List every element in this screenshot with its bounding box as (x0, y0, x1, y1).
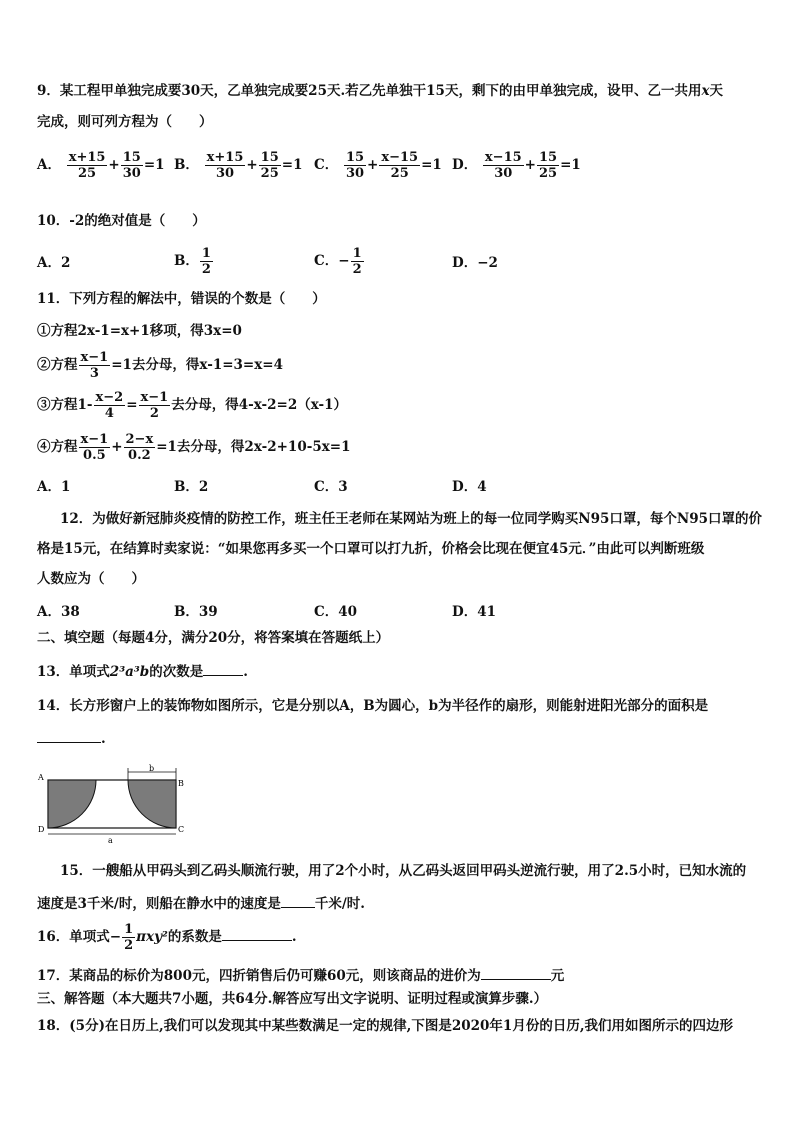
label-a-point: A (38, 773, 44, 782)
label-b-point: B (178, 779, 184, 788)
q13-expression: 2³a³b (109, 664, 150, 680)
q14-line1: 14．长方形窗户上的装饰物如图所示，它是分别以A，B为圆心，b为半径作的扇形，则能射进阳光部分的面积是 (37, 698, 709, 714)
q12-option-d[interactable]: D．41 (452, 604, 496, 620)
sector-a (48, 780, 96, 828)
q10-option-a[interactable]: A．2 (37, 255, 71, 271)
q10-option-d[interactable]: D．−2 (452, 255, 498, 271)
q17-answer-blank[interactable] (481, 965, 551, 980)
section-3-heading: 三、解答题（本大题共7小题，共64分.解答应写出文字说明、证明过程或演算步骤.） (37, 991, 548, 1007)
q9-option-d[interactable]: D． $\frac{x-15}{30}$ + $\frac{15}{25}$ =1 (452, 150, 581, 181)
label-a-length: a (108, 836, 113, 844)
label-b-length: b (149, 764, 155, 773)
q11-item-3: ③方程1- $\frac{x-2}{4}$ = $\frac{x-1}{2}$ 去分母，得4-x-2=2（x-1） (37, 390, 348, 421)
q12-option-c[interactable]: C．40 (314, 604, 358, 620)
q15-line2: 速度是3千米/时，则船在静水中的速度是 千米/时. (37, 893, 365, 913)
q13: 13．单项式2³a³b的次数是 . (37, 661, 248, 681)
q11-option-a[interactable]: A．1 (37, 479, 71, 495)
q9-var: x (701, 83, 710, 99)
q11-item-2: ②方程 $\frac{x-1}{3}$ =1去分母，得x-1=3=x=4 (37, 350, 283, 381)
q15-line1: 15．一艘船从甲码头到乙码头顺流行驶，用了2个小时，从乙码头返回甲码头逆流行驶，用了2.5小时，已知水流的 (60, 863, 747, 879)
q11-option-c[interactable]: C．3 (314, 479, 348, 495)
q18-line1: 18．(5分)在日历上,我们可以发现其中某些数满足一定的规律,下图是2020年1月份的日历,我们用如图所示的四边形 (37, 1018, 734, 1034)
q10-option-c[interactable]: C．− $\frac{1}{2}$ (314, 246, 362, 277)
q12-option-a[interactable]: A．38 (37, 604, 80, 620)
q10-stem: 10．-2的绝对值是（ ） (37, 213, 206, 229)
label-c-point: C (178, 825, 185, 834)
section-2-heading: 二、填空题（每题4分，满分20分，将答案填在答题纸上） (37, 630, 390, 646)
q12-option-b[interactable]: B．39 (174, 604, 218, 620)
q11-option-b[interactable]: B．2 (174, 479, 209, 495)
q11-item-4: ④方程 $\frac{x-1}{0.5}$ + $\frac{2-x}{0.2}$ =1去分母，得2x-2+10-5x=1 (37, 432, 351, 463)
q11-item-1: ①方程2x-1=x+1移项，得3x=0 (37, 323, 242, 339)
sector-b (128, 780, 176, 828)
q12-line1: 12．为做好新冠肺炎疫情的防控工作，班主任王老师在某网站为班上的每一位同学购买N95口罩，每个N95口罩的价 (60, 511, 763, 527)
q15-answer-blank[interactable] (281, 893, 315, 908)
q13-answer-blank[interactable] (203, 661, 243, 676)
q16-answer-blank[interactable] (222, 926, 292, 941)
q11-stem: 11．下列方程的解法中，错误的个数是（ ） (37, 291, 326, 307)
q12-line2: 格是15元，在结算时卖家说：“如果您再多买一个口罩可以打九折，价格会比现在便宜45元．”由此可以判断班级 (37, 541, 705, 557)
q12-line3: 人数应为（ ） (37, 571, 145, 587)
q9-line2: 完成，则可列方程为（ ） (37, 114, 213, 130)
q14-line2: . (37, 728, 106, 748)
q9-option-c[interactable]: C． $\frac{15}{30}$ + $\frac{x-15}{25}$ =1 (314, 150, 442, 181)
q11-option-d[interactable]: D．4 (452, 479, 487, 495)
q9-line1: 9．某工程甲单独完成要30天，乙单独完成要25天.若乙先单独干15天，剩下的由甲单独完成，设甲、乙一共用x天 (37, 83, 724, 99)
label-d-point: D (38, 825, 45, 834)
q9-option-a[interactable]: A． $\frac{x+15}{25}$ + $\frac{15}{30}$ =1 (37, 150, 165, 181)
q10-option-b[interactable]: B． $\frac{1}{2}$ (174, 246, 211, 277)
window-figure (36, 762, 196, 844)
q14-answer-blank[interactable] (37, 728, 101, 743)
q16-expression: πxy² (136, 929, 168, 945)
q16: 16．单项式− $\frac{1}{2}$ πxy²的系数是 . (37, 922, 297, 953)
q9-option-b[interactable]: B． $\frac{x+15}{30}$ + $\frac{15}{25}$ =1 (174, 150, 303, 181)
q17: 17．某商品的标价为800元，四折销售后仍可赚60元，则该商品的进价为 元 (37, 965, 564, 985)
